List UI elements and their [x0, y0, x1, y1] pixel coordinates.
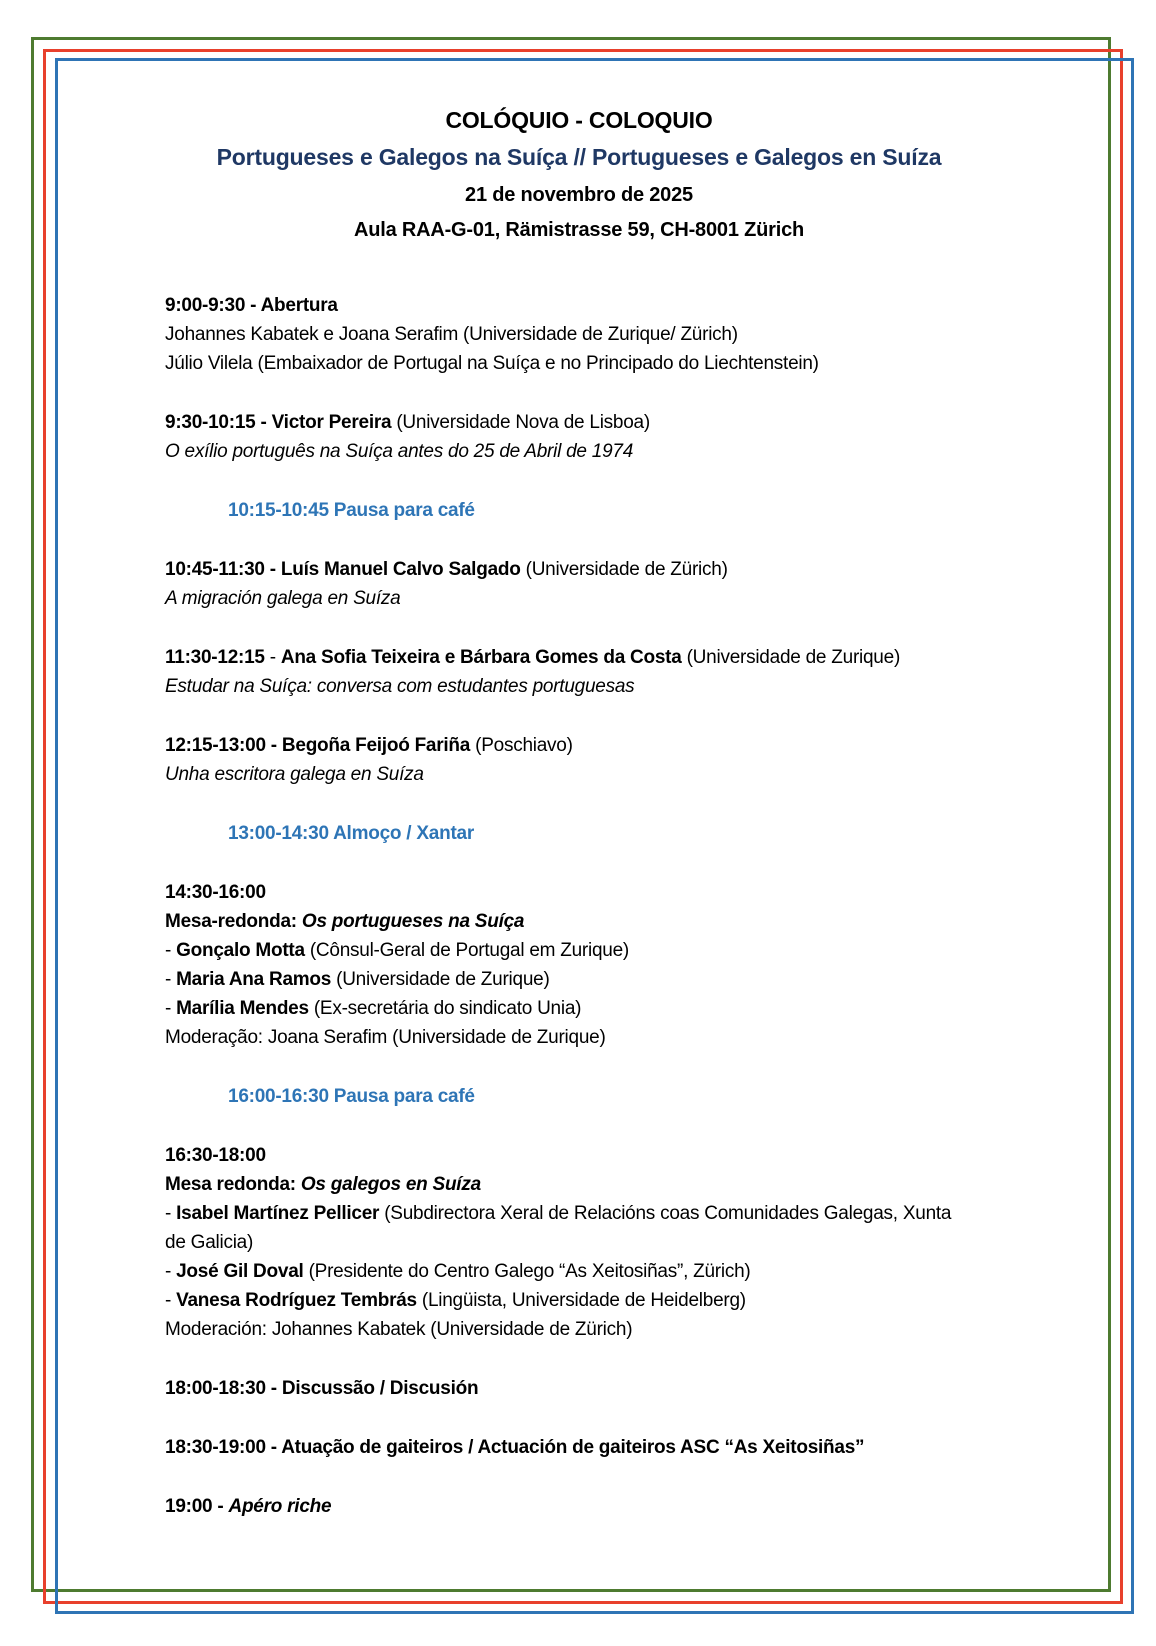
text-run: Unha escritora galega en Suíza — [165, 764, 424, 785]
document-header — [165, 103, 993, 247]
text-run: Isabel Martínez Pellicer — [176, 1203, 380, 1224]
text-run: - — [165, 998, 177, 1019]
text-run: 11:30-12:15 — [165, 647, 265, 668]
text-line — [165, 1257, 993, 1286]
text-run: 12:15-13:00 - Begoña Feijoó Fariña — [165, 735, 471, 756]
text-run: - — [165, 969, 177, 990]
text-line — [165, 1492, 993, 1521]
session-teixeira-gomes-da-costa — [165, 643, 993, 701]
text-run: Estudar na Suíça: conversa com estudantes portuguesas — [165, 676, 635, 697]
text-run: 10:15-10:45 Pausa para café — [228, 500, 475, 521]
pause-cafe-morning — [165, 496, 993, 525]
roundtable-galegos — [165, 1141, 993, 1344]
text-line — [165, 291, 993, 320]
text-run: (Subdirectora Xeral de Relacións coas Comunidades Galegas, Xunta — [379, 1203, 952, 1224]
text-line — [165, 1141, 993, 1170]
text-line — [165, 555, 993, 584]
text-run: Júlio Vilela (Embaixador de Portugal na Suíça e no Principado do Liechtenstein) — [165, 353, 819, 374]
text-run: (Universidade Nova de Lisboa) — [391, 412, 650, 433]
text-run: Moderación: Johannes Kabatek (Universidade de Zürich) — [165, 1319, 633, 1340]
text-run: José Gil Doval — [176, 1261, 304, 1282]
text-run: Ana Sofia Teixeira e Bárbara Gomes da Costa — [280, 647, 682, 668]
text-run: (Universidade de Zurique) — [331, 969, 550, 990]
text-run: Os portugueses na Suíça — [301, 911, 525, 932]
text-run: Marília Mendes — [176, 998, 309, 1019]
text-line — [165, 1315, 993, 1344]
session-victor-pereira — [165, 408, 993, 466]
text-run: - — [264, 647, 281, 668]
roundtable-portugueses — [165, 878, 993, 1052]
event-venue: Aula RAA-G-01, Rämistrasse 59, CH-8001 Zürich — [353, 219, 805, 241]
text-line — [165, 349, 993, 378]
text-run: Moderação: Joana Serafim (Universidade de Zurique) — [165, 1027, 606, 1048]
text-run: 18:30-19:00 - Atuação de gaiteiros / Actuación de gaiteiros ASC “As Xeitosiñas” — [165, 1437, 865, 1458]
text-line — [165, 437, 993, 466]
text-line — [165, 994, 993, 1023]
text-line — [165, 1199, 993, 1228]
text-line — [165, 1228, 993, 1257]
session-discussion — [165, 1374, 993, 1403]
text-run: 9:30-10:15 - Victor Pereira — [165, 412, 392, 433]
text-line — [165, 408, 993, 437]
session-apero — [165, 1492, 993, 1521]
text-run: (Universidade de Zürich) — [520, 559, 728, 580]
event-date: 21 de novembro de 2025 — [465, 184, 693, 206]
document-page — [165, 103, 993, 1551]
text-run: (Poschiavo) — [470, 735, 573, 756]
text-line — [165, 1286, 993, 1315]
text-line — [165, 878, 993, 907]
text-run: 16:30-18:00 — [165, 1145, 266, 1166]
text-run: - — [165, 1261, 177, 1282]
text-line — [165, 672, 993, 701]
session-feijoo-farina — [165, 731, 993, 789]
text-run: Vanesa Rodríguez Tembrás — [176, 1290, 417, 1311]
text-run: (Universidade de Zurique) — [681, 647, 901, 668]
text-run: (Ex-secretária do sindicato Unia) — [308, 998, 582, 1019]
text-run: Mesa-redonda: — [165, 911, 302, 932]
text-run: Gonçalo Motta — [176, 940, 305, 961]
text-run: O exílio português na Suíça antes do 25 de Abril de 1974 — [165, 441, 634, 462]
text-line — [165, 965, 993, 994]
text-run: 9:00-9:30 - Abertura — [165, 295, 338, 316]
session-calvo-salgado — [165, 555, 993, 613]
text-line — [165, 936, 993, 965]
text-line — [165, 907, 993, 936]
text-run: - — [165, 1203, 177, 1224]
text-run: Mesa redonda: — [165, 1174, 301, 1195]
text-line — [165, 731, 993, 760]
text-run: A migración galega en Suíza — [165, 588, 401, 609]
text-run: (Presidente do Centro Galego “As Xeitosiñas”, Zürich) — [303, 1261, 751, 1282]
text-line — [228, 1082, 993, 1111]
page-subtitle: Portugueses e Galegos na Suíça // Portugueses e Galegos en Suíza — [216, 144, 942, 170]
text-run: 10:45-11:30 - Luís Manuel Calvo Salgado — [165, 559, 521, 580]
text-line — [228, 819, 993, 848]
text-line — [165, 643, 993, 672]
session-abertura — [165, 291, 993, 378]
text-run: 13:00-14:30 Almoço / Xantar — [228, 823, 474, 844]
text-line — [165, 1170, 993, 1199]
text-line — [165, 584, 993, 613]
pause-lunch — [165, 819, 993, 848]
text-run: 19:00 - — [165, 1496, 229, 1517]
schedule — [165, 291, 993, 1521]
pause-cafe-afternoon — [165, 1082, 993, 1111]
text-run: 18:00-18:30 - Discussão / Discusión — [165, 1378, 479, 1399]
text-run: de Galicia) — [165, 1232, 254, 1253]
text-line — [165, 760, 993, 789]
text-line — [165, 1023, 993, 1052]
text-run: Maria Ana Ramos — [176, 969, 332, 990]
text-run: (Cônsul-Geral de Portugal em Zurique) — [304, 940, 630, 961]
text-run: Johannes Kabatek e Joana Serafim (Universidade de Zurique/ Zürich) — [165, 324, 738, 345]
text-run: Os galegos en Suíza — [300, 1174, 481, 1195]
text-run: - — [165, 1290, 177, 1311]
session-gaiteiros — [165, 1433, 993, 1462]
text-run: (Lingüista, Universidade de Heidelberg) — [416, 1290, 746, 1311]
text-line — [228, 496, 993, 525]
text-run: 16:00-16:30 Pausa para café — [228, 1086, 475, 1107]
text-run: Apéro riche — [228, 1496, 332, 1517]
text-run: 14:30-16:00 — [165, 882, 266, 903]
page-title: COLÓQUIO - COLOQUIO — [445, 107, 713, 133]
text-line — [165, 320, 993, 349]
text-run: - — [165, 940, 177, 961]
text-line — [165, 1433, 993, 1462]
text-line — [165, 1374, 993, 1403]
